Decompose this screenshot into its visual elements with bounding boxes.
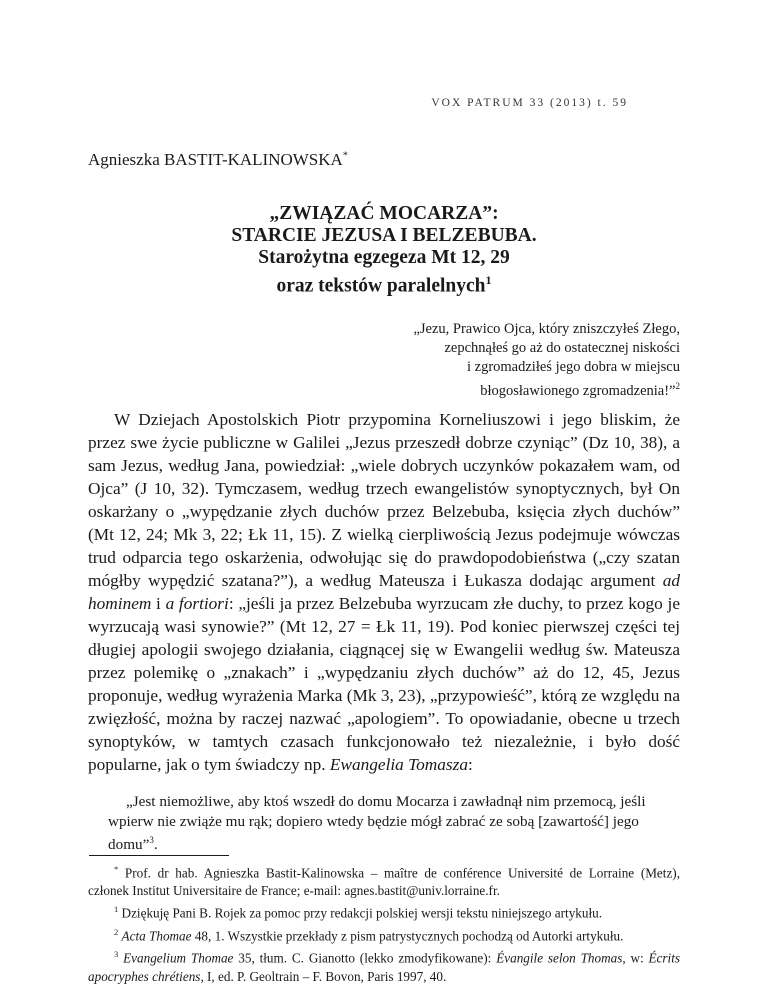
body-italic-ad-hominem: ad hominem [88, 571, 680, 613]
title-line-3: Starożytna egzegeza Mt 12, 29 [258, 247, 510, 268]
block-quote [108, 792, 656, 855]
epigraph-line-1: „Jezu, Prawico Ojca, który zniszczyłeś Złego, [413, 321, 680, 337]
footnote-2 [88, 923, 680, 945]
body-paragraph [88, 408, 680, 776]
epigraph-footnote-marker[interactable]: 2 [675, 381, 680, 391]
body-segment-4: : [468, 755, 473, 774]
body-segment-3: : „jeśli ja przez Belzebuba wyrzucam złe duchy, to przez kogo je wyrzucają wasi synowie?” (Mt 12, 27 = Łk 11, 19). Pod koniec pierwszej części tej długiej apologii swojego działania, ciągnącej się w Ewangelii według św. Mateusza przez polemikę o „znakach” i „wypędzaniu złych duchów” aż do 12, 45, Jezus proponuje, według wyrażenia Marka (Mk 3, 23), „przypowieść”, którą ze względu na zwięzłość, można by raczej nazwać „apologiem”. To opowiadanie, obecne u trzech synoptyków, w tamtych czasach funkcjonowało też niezależnie, i było dość popularne, jak o tym świadczy np. [88, 594, 680, 774]
title-line-4-text: oraz tekstów paralelnych [276, 275, 486, 297]
footnotes [88, 860, 680, 986]
body-italic-a-fortiori: a fortiori [165, 594, 229, 613]
title-line-4 [88, 269, 680, 298]
footnote-3 [88, 945, 680, 985]
footnote-3-text-2: , w: [622, 950, 649, 966]
body-segment-1: W Dziejach Apostolskich Piotr przypomina Korneliuszowi i jego bliskim, że przez swe życie publiczne w Galilei „Jezus przeszedł dobrze czyniąc” (Dz 10, 38), a sam Jezus, według Jana, powiedział: „wiele dobrych uczynków pokazałem wam, od Ojca” (J 10, 32). Tymczasem, według trzech ewangelistów synoptycznych, był On oskarżany o „wypędzanie złych duchów przez Belzebuba, księcia złych duchów” (Mt 12, 24; Mk 3, 22; Łk 11, 15). Z wielką cierpliwością Jezus podejmuje wówczas trud odparcia tego oskarżenia, odwołując się do prawdopodobieństwa („czy szatan mógłby wypędzić szatana?”), a według Mateusza i Łukasza dodając argument [88, 410, 680, 590]
footnote-1-text: Dziękuję Pani B. Rojek za pomoc przy redakcji polskiej wersji tekstu niniejszego artykułu. [118, 905, 603, 921]
title-line-1: „ZWIĄZAĆ MOCARZA”: [269, 203, 499, 224]
body-segment-2: i [151, 594, 166, 613]
footnote-1-marker: 1 [114, 904, 119, 915]
footnote-1 [88, 900, 680, 922]
body-italic-gospel-thomas: Ewangelia Tomasza [329, 755, 469, 774]
footnote-3-text-3: , I, ed. P. Geoltrain – F. Bovon, Paris 1997, 40. [200, 968, 447, 984]
quote-end: . [153, 836, 158, 854]
footnote-star-marker: * [114, 864, 119, 874]
epigraph-line-4-text: błogosławionego zgromadzenia!” [480, 382, 676, 399]
footnote-star-text: Prof. dr hab. Agnieszka Bastit-Kalinowska – maître de conférence Université de Lorraine (Metz), członek Institut Universitaire de France; e-mail: agnes.bastit@univ.lorraine.fr. [88, 865, 680, 899]
title-line-2: STARCIE JEZUSA I BELZEBUBA. [231, 225, 537, 246]
author-footnote-marker[interactable]: * [342, 150, 348, 162]
footnote-3-italic-1: Evangelium Thomae [123, 950, 234, 966]
epigraph [340, 320, 680, 401]
footnote-2-marker: 2 [114, 926, 119, 937]
footnote-star [88, 860, 680, 900]
footnote-2-text: 48, 1. Wszystkie przekłady z pism patrystycznych pochodzą od Autorki artykułu. [191, 928, 624, 944]
footnote-2-italic: Acta Thomae [121, 928, 192, 944]
author-name: Agnieszka BASTIT-KALINOWSKA [88, 150, 343, 169]
footnote-3-marker: 3 [114, 949, 119, 960]
footnote-3-text-1: 35, tłum. C. Gianotto (lekko zmodyfikowane): [233, 950, 497, 966]
article-title [88, 203, 680, 298]
epigraph-line-4 [340, 377, 680, 401]
running-header: VOX PATRUM 33 (2013) t. 59 [431, 97, 628, 109]
quote-footnote-marker[interactable]: 3 [149, 835, 154, 845]
footnote-3-italic-3: Écrits apocryphes chrétiens [88, 950, 681, 984]
footnote-separator [89, 855, 229, 856]
title-footnote-marker[interactable]: 1 [485, 273, 492, 287]
epigraph-line-2: zepchnąłeś go aż do ostatecznej niskości [444, 340, 680, 356]
epigraph-line-3: i zgromadziłeś jego dobra w miejscu [466, 359, 680, 375]
quote-paragraph [108, 792, 656, 855]
footnote-3-italic-2: Évangile selon Thomas [496, 950, 623, 966]
author-line [88, 150, 348, 170]
body-text [88, 408, 680, 776]
quote-text: „Jest niemożliwe, aby ktoś wszedł do domu Mocarza i zawładnął nim przemocą, jeśli wpierw nie zwiąże mu rąk; dopiero wtedy będzie mógł zabrać ze sobą [zawartość] jego domu” [108, 793, 646, 854]
